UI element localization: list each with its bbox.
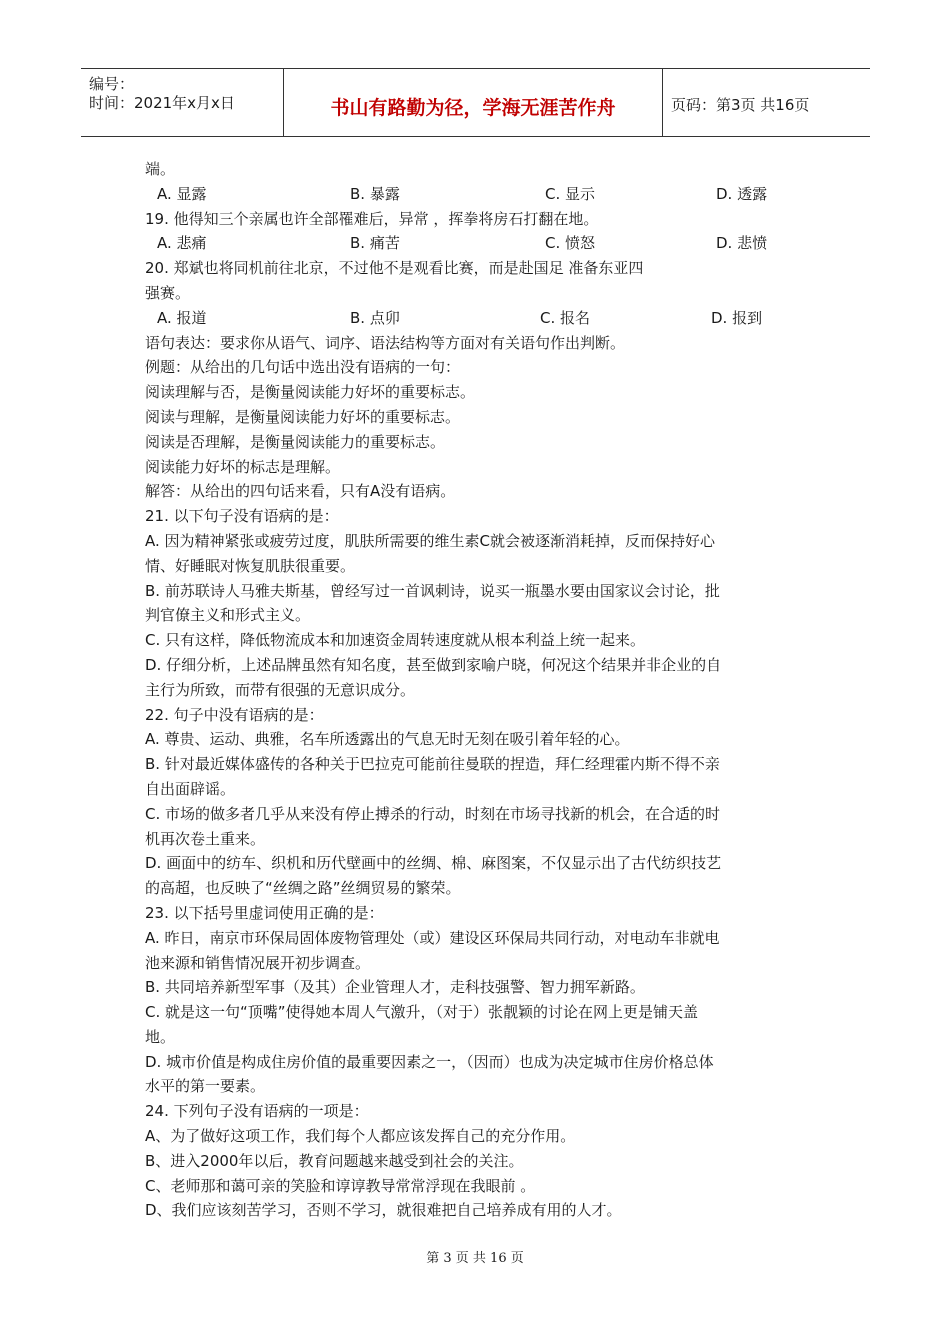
question-22: 22. 句子中没有语病的是： xyxy=(145,705,324,724)
options-row-q18 xyxy=(145,182,805,207)
question-20: 20. 郑斌也将同机前往北京，不过他不是观看比赛，而是赴国足 准备东亚四 xyxy=(145,259,644,278)
header-right-cell xyxy=(663,69,870,136)
text-line: A. 尊贵、运动、典雅，名车所透露出的气息无时无刻在吸引着年轻的心。 xyxy=(145,730,630,749)
option-b: B. 点卯 xyxy=(350,308,400,327)
question-21: 21. 以下句子没有语病的是： xyxy=(145,507,339,526)
text-line: 自出面辟谣。 xyxy=(145,779,236,798)
text-line: 端。 xyxy=(145,160,176,178)
text-line: D. 城市价值是构成住房价值的最重要因素之一，（因而）也成为决定城市住房价格总体 xyxy=(145,1052,714,1071)
option-b: B. 痛苦 xyxy=(350,234,400,253)
question-19: 19. 他得知三个亲属也许全部罹难后，异常 ，挥拳将房石打翻在地。 xyxy=(145,209,599,228)
text-line: 机再次卷土重来。 xyxy=(145,829,266,848)
document-body xyxy=(145,157,805,1223)
option-a: A. 悲痛 xyxy=(157,234,207,253)
page-indicator: 页码：第3页 共16页 xyxy=(671,96,810,114)
answer-line: 解答：从给出的四句话来看，只有A没有语病。 xyxy=(145,482,456,501)
option-d: D. 报到 xyxy=(711,308,763,327)
option-b: B. 暴露 xyxy=(350,184,400,203)
question-23: 23. 以下括号里虚词使用正确的是： xyxy=(145,903,384,922)
option-a: A. 报道 xyxy=(157,308,207,327)
text-line: 强赛。 xyxy=(145,283,191,302)
text-line: D、我们应该刻苦学习，否则不学习，就很难把自己培养成有用的人才。 xyxy=(145,1201,622,1220)
text-line: 的高超，也反映了“丝绸之路”丝绸贸易的繁荣。 xyxy=(145,879,461,898)
example-sentence: 阅读能力好坏的标志是理解。 xyxy=(145,457,341,476)
text-line: 池来源和销售情况展开初步调查。 xyxy=(145,953,371,972)
header-left-cell xyxy=(81,69,284,136)
text-line: D. 画面中的纺车、织机和历代壁画中的丝绸、棉、麻图案，不仅显示出了古代纺织技艺 xyxy=(145,854,722,873)
text-line: 判官僚主义和形式主义。 xyxy=(145,606,311,625)
options-row-q19 xyxy=(145,231,805,256)
example-heading: 例题：从给出的几句话中选出没有语病的一句： xyxy=(145,358,461,377)
text-line: D. 仔细分析，上述品牌虽然有知名度，甚至做到家喻户晓，何况这个结果并非企业的自 xyxy=(145,655,722,674)
text-line: 地。 xyxy=(145,1027,176,1046)
motto: 书山有路勤为径，学海无涯苦作舟 xyxy=(330,97,616,119)
question-24: 24. 下列句子没有语病的一项是： xyxy=(145,1102,369,1121)
option-a: A. 显露 xyxy=(157,184,207,203)
text-line: C. 只有这样，降低物流成本和加速资金周转速度就从根本利益上统一起来。 xyxy=(145,631,646,650)
example-sentence: 阅读理解与否，是衡量阅读能力好坏的重要标志。 xyxy=(145,383,476,402)
text-line: 水平的第一要素。 xyxy=(145,1077,266,1096)
option-c: C. 愤怒 xyxy=(545,234,596,253)
page-footer: 第 3 页 共 16 页 xyxy=(426,1251,524,1266)
text-line: B. 共同培养新型军事（及其）企业管理人才，走科技强警、智力拥军新路。 xyxy=(145,978,645,997)
text-line: A. 昨日，南京市环保局固体废物管理处（或）建设区环保局共同行动，对电动车非就电 xyxy=(145,928,720,947)
header-middle-cell xyxy=(284,69,663,136)
option-d: D. 透露 xyxy=(716,184,768,203)
header-table xyxy=(81,68,870,137)
example-sentence: 阅读与理解，是衡量阅读能力好坏的重要标志。 xyxy=(145,407,461,426)
text-line: C. 市场的做多者几乎从来没有停止搏杀的行动，时刻在市场寻找新的机会，在合适的时 xyxy=(145,804,721,823)
text-line: A. 因为精神紧张或疲劳过度，肌肤所需要的维生素C就会被逐渐消耗掉，反而保持好心 xyxy=(145,531,716,550)
doc-number-label: 编号： xyxy=(89,75,135,93)
options-row-q20 xyxy=(145,306,805,331)
text-line: B、进入2000年以后，教育问题越来越受到社会的关注。 xyxy=(145,1151,524,1170)
text-line: B. 前苏联诗人马雅夫斯基，曾经写过一首讽刺诗，说买一瓶墨水要由国家议会讨论，批 xyxy=(145,581,720,600)
example-sentence: 阅读是否理解，是衡量阅读能力的重要标志。 xyxy=(145,432,446,451)
text-line: C、老师那和蔼可亲的笑脸和谆谆教导常常浮现在我眼前 。 xyxy=(145,1176,536,1195)
option-c: C. 显示 xyxy=(545,184,596,203)
text-line: 主行为所致，而带有很强的无意识成分。 xyxy=(145,680,416,699)
option-d: D. 悲愤 xyxy=(716,234,768,253)
text-line: C. 就是这一句“顶嘴”使得她本周人气激升，（对于）张靓颖的讨论在网上更是铺天盖 xyxy=(145,1003,699,1022)
section-intro: 语句表达：要求你从语气、词序、语法结构等方面对有关语句作出判断。 xyxy=(145,333,626,352)
text-line: A、为了做好这项工作，我们每个人都应该发挥自己的充分作用。 xyxy=(145,1127,576,1146)
option-c: C. 报名 xyxy=(540,308,591,327)
text-line: B. 针对最近媒体盛传的各种关于巴拉克可能前往曼联的捏造，拜仁经理霍内斯不得不亲 xyxy=(145,755,720,774)
doc-time-label: 时间：2021年x月x日 xyxy=(89,94,235,112)
text-line: 情、好睡眠对恢复肌肤很重要。 xyxy=(145,556,356,575)
